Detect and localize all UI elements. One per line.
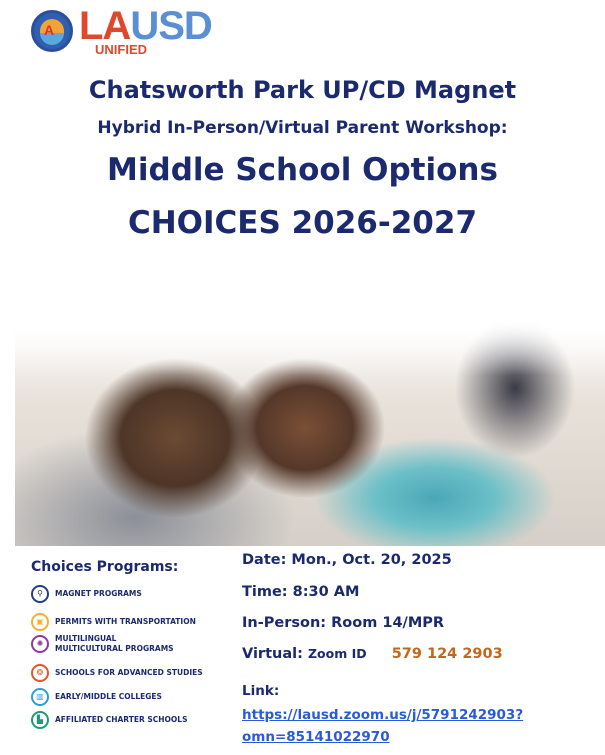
event-location: In-Person: Room 14/MPR (242, 615, 445, 631)
program-label-line: EARLY/MIDDLE COLLEGES (55, 692, 162, 701)
title-line-2: CHOICES 2026-2027 (127, 205, 478, 241)
lausd-wordmark (79, 6, 212, 46)
program-label-line: PERMITS WITH TRANSPORTATION (55, 617, 196, 626)
program-label (55, 589, 142, 599)
event-time: Time: 8:30 AM (242, 584, 360, 600)
event-virtual (242, 646, 503, 662)
program-item (31, 613, 196, 631)
program-label-line: AFFILIATED CHARTER SCHOOLS (55, 715, 188, 724)
program-label (55, 668, 203, 678)
magnet-icon: ⚲ (31, 585, 49, 603)
program-label-line: SCHOOLS FOR ADVANCED STUDIES (55, 668, 203, 677)
program-item (31, 664, 203, 682)
lausd-seal-logo: A (31, 10, 73, 52)
link-label: Link: (242, 683, 280, 699)
globe-icon: ✺ (31, 635, 49, 653)
zoom-id: 579 124 2903 (391, 646, 503, 662)
programs-title: Choices Programs: (31, 559, 179, 575)
program-label (55, 715, 187, 725)
zoom-link-line-2[interactable]: omn=85141022970 (242, 729, 390, 745)
logo-unified: UNIFIED (95, 42, 147, 57)
event-date: Date: Mon., Oct. 20, 2025 (242, 552, 452, 568)
logo-la: LA (79, 4, 131, 48)
college-icon: ▥ (31, 688, 49, 706)
program-label-line: MULTILINGUAL (55, 634, 117, 643)
program-label (55, 617, 196, 627)
program-label-line: MULTICULTURAL PROGRAMS (55, 644, 174, 653)
program-item (31, 585, 142, 603)
logo-usd: USD (130, 4, 212, 48)
school-name: Chatsworth Park UP/CD Magnet (88, 76, 517, 104)
virtual-label: Virtual: (242, 646, 303, 662)
program-label-line: MAGNET PROGRAMS (55, 589, 142, 598)
bus-icon: ▣ (31, 613, 49, 631)
school-icon: ▙ (31, 711, 49, 729)
program-label (55, 634, 174, 654)
program-item (31, 711, 187, 729)
zoom-id-label: Zoom ID (307, 646, 367, 661)
workshop-subtitle: Hybrid In-Person/Virtual Parent Workshop: (97, 118, 508, 138)
program-label (55, 692, 162, 702)
title-line-1: Middle School Options (107, 152, 498, 188)
zoom-link-line-1[interactable]: https://lausd.zoom.us/j/5791242903? (242, 707, 524, 723)
program-item (31, 634, 174, 654)
students-photo (15, 318, 605, 546)
brain-icon: ❂ (31, 664, 49, 682)
program-item (31, 688, 162, 706)
zoom-link[interactable] (242, 704, 523, 748)
